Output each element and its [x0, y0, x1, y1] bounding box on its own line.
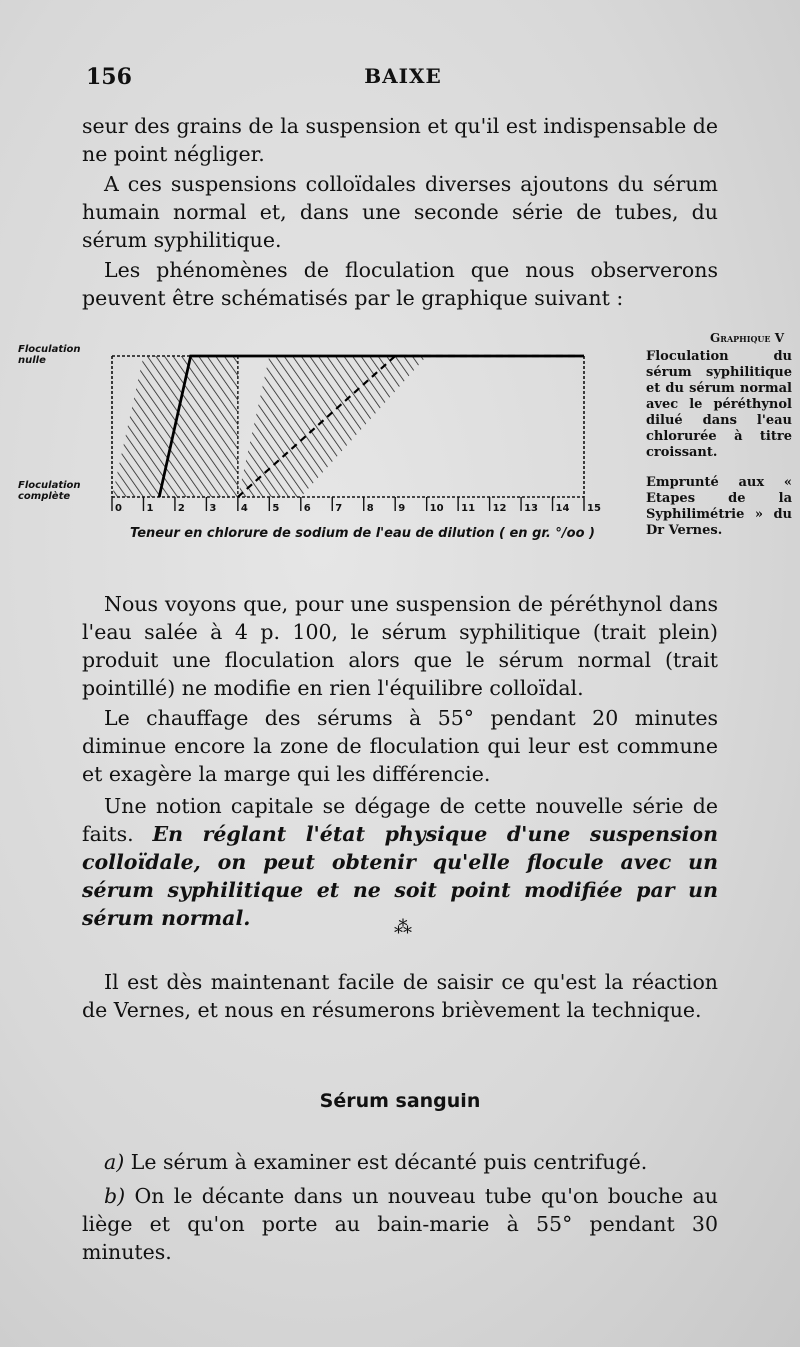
paragraph-vernes	[82, 968, 718, 1024]
x-tick-label: 6	[303, 503, 311, 514]
x-tick-label: 4	[240, 503, 248, 514]
x-ticks	[112, 497, 601, 514]
x-tick-label: 3	[209, 503, 217, 514]
y-label-top: Floculation nulle	[18, 344, 81, 366]
running-title: BAIXE	[364, 64, 442, 88]
x-tick-label: 8	[366, 503, 374, 514]
paragraph-text: Nous voyons que, pour une suspension de péréthynol dans l'eau salée à 4 p. 100, le sérum syphilitique (trait plein) produit une floculation alors que le sérum normal (trait pointillé) ne modifie en rien l'équilibre colloïdal.	[82, 592, 718, 700]
paragraph-text: Le chauffage des sérums à 55° pendant 20 minutes diminue encore la zone de floculation qui leur est commune et exagère la marge qui les différencie.	[82, 706, 718, 786]
list-item-b	[82, 1182, 718, 1266]
hatched-bands	[112, 356, 427, 497]
figure-caption	[620, 330, 792, 539]
x-tick-label: 15	[587, 503, 601, 514]
x-tick-label: 7	[335, 503, 343, 514]
x-axis-label: Teneur en chlorure de sodium de l'eau de dilution ( en gr. °/oo )	[130, 526, 595, 541]
x-tick-label: 1	[146, 503, 154, 514]
y-label-bottom: Floculation complète	[18, 480, 81, 502]
list-item-a	[82, 1148, 718, 1176]
paragraph-chauffage	[82, 704, 718, 788]
paragraph-text: Il est dès maintenant facile de saisir ce qu'est la réaction de Vernes, et nous en résumerons brièvement la technique.	[82, 970, 718, 1022]
section-title: Sérum sanguin	[319, 1090, 481, 1112]
caption-body: Floculation du sérum syphilitique et du sérum normal avec le péréthynol dilué dans l'eau chlorurée à titre croissant.	[646, 349, 792, 460]
paragraph-text: A ces suspensions colloïdales diverses ajoutons du sérum humain normal et, dans une seconde série de tubes, du sérum syphilitique.	[82, 172, 718, 252]
paragraph-nous-voyons	[82, 590, 718, 702]
x-tick-label: 0	[115, 503, 122, 514]
paragraph-notion	[82, 792, 718, 938]
x-tick-label: 14	[555, 503, 570, 514]
list-marker: b)	[104, 1184, 126, 1208]
caption-title: Graphique V	[710, 331, 784, 345]
x-tick-label: 2	[177, 503, 185, 514]
asterism: ⁂	[394, 917, 412, 938]
paragraph-text: seur des grains de la suspension et qu'il est indispensable de ne point négliger.	[82, 114, 718, 166]
x-tick-label: 9	[398, 503, 406, 514]
list-item-text: On le décante dans un nouveau tube qu'on bouche au liège et qu'on porte au bain-marie à 55° pendant 30 minutes.	[82, 1184, 718, 1264]
x-tick-label: 11	[461, 503, 476, 514]
notion-italic-text: En réglant l'état physique d'une suspension colloïdale, on peut obtenir qu'elle flocule avec un sérum syphilitique et ne soit point modifiée par un sérum normal.	[82, 822, 718, 930]
caption-source: Emprunté aux « Etapes de la Syphilimétrie » du Dr Vernes.	[646, 475, 792, 538]
hatched-band-1	[238, 356, 427, 497]
page-number: 156	[86, 64, 132, 90]
notion-normal-text: Une notion capitale se dégage de cette nouvelle série de faits.	[82, 794, 718, 846]
x-tick-label: 12	[492, 503, 507, 514]
list-item-text: Le sérum à examiner est décanté puis centrifugé.	[124, 1150, 648, 1174]
list-marker: a)	[104, 1150, 125, 1174]
paragraph-text: Les phénomènes de floculation que nous observerons peuvent être schématisés par le graphique suivant :	[82, 258, 718, 310]
x-tick-label: 10	[429, 503, 444, 514]
x-tick-label: 13	[524, 503, 538, 514]
x-tick-label: 5	[272, 503, 280, 514]
